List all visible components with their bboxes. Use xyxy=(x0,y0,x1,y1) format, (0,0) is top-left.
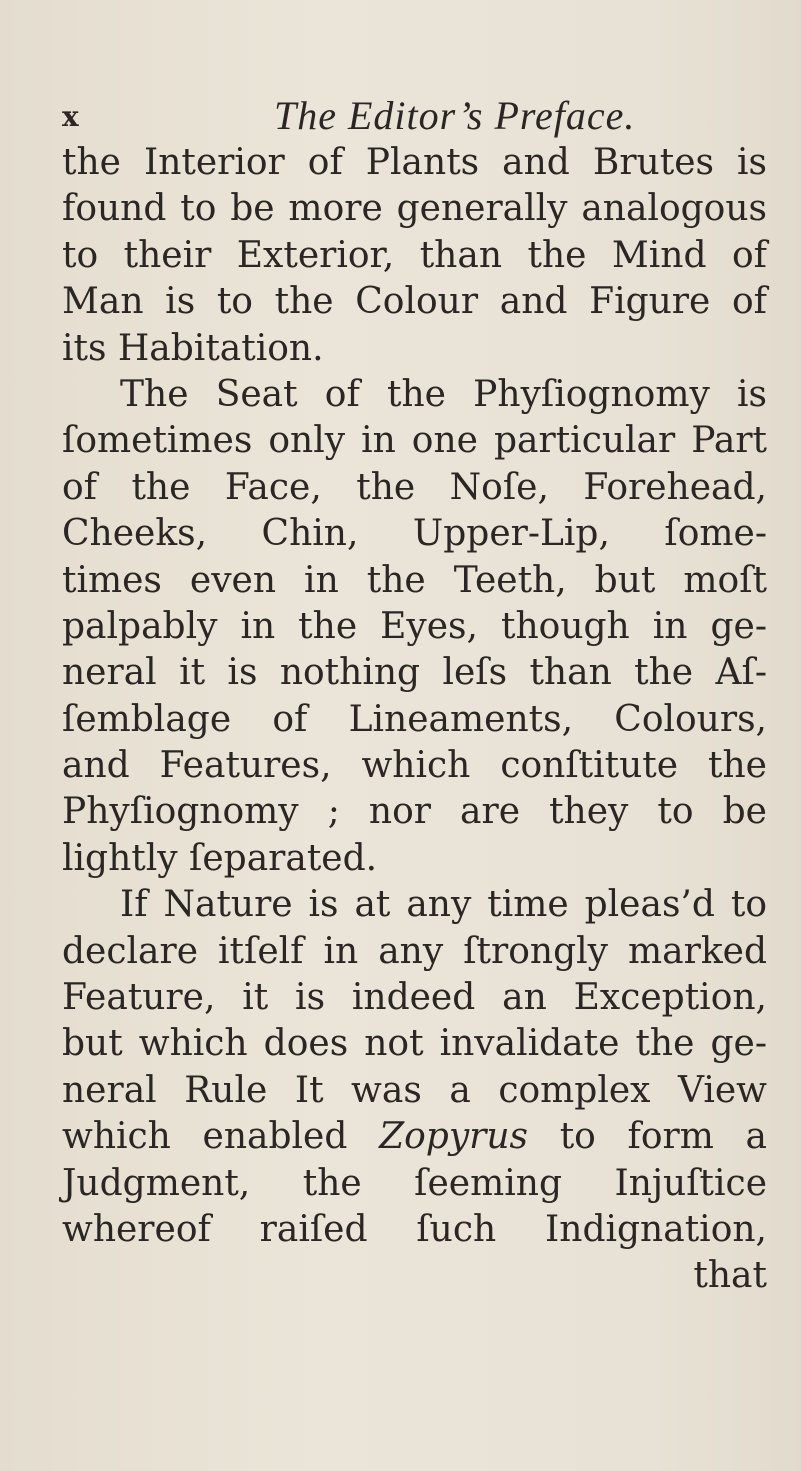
text-line: neral Rule It was a complex View xyxy=(62,1069,767,1111)
text-line: the Interior of Plants and Brutes is xyxy=(62,142,767,183)
text-line: lightly ſeparated. xyxy=(62,837,378,879)
text-line: If Nature is at any time pleas’d to xyxy=(120,884,767,926)
running-title: The Editor’s Preface. xyxy=(274,93,636,138)
text-line: its Habitation. xyxy=(62,327,324,369)
text-line: to their Exterior, than the Mind of xyxy=(62,234,767,276)
text-line xyxy=(62,1114,767,1160)
text-line: The Seat of the Phyſiognomy is xyxy=(120,373,767,415)
catchword: that xyxy=(693,1255,767,1297)
text-line: Judgment, the ſeeming Injuſtice xyxy=(62,1162,767,1204)
page-number: x xyxy=(62,100,79,133)
text-line: Phyſiognomy ; nor are they to be xyxy=(62,791,767,833)
text-line: found to be more generally analogous xyxy=(62,188,767,230)
text-word: which xyxy=(62,1116,171,1158)
text-line: Cheeks, Chin, Upper-Lip, ſome- xyxy=(62,513,767,555)
text-line: of the Face, the Noſe, Forehead, xyxy=(62,466,767,508)
text-line: times even in the Teeth, but moſt xyxy=(62,559,767,601)
text-line: ſemblage of Lineaments, Colours, xyxy=(62,698,767,740)
text-line: declare itſelf in any ſtrongly marked xyxy=(62,930,767,972)
text-word: enabled xyxy=(202,1116,348,1158)
text-line: palpably in the Eyes, though in ge- xyxy=(62,605,767,647)
body-text xyxy=(62,140,767,1300)
italic-name: Zopyrus xyxy=(379,1116,529,1158)
text-line: ſometimes only in one particular Part xyxy=(62,420,767,462)
text-word: to form a xyxy=(559,1116,767,1158)
page-header xyxy=(62,92,682,142)
text-line: Man is to the Colour and Figure of xyxy=(62,281,767,323)
text-line: and Features, which conſtitute the xyxy=(62,745,767,787)
text-line: Feature, it is indeed an Exception, xyxy=(62,977,767,1019)
text-line: but which does not invalidate the ge- xyxy=(62,1023,767,1065)
text-line: neral it is nothing leſs than the Aſ- xyxy=(62,652,767,694)
text-line: whereof raiſed ſuch Indignation, xyxy=(62,1208,767,1250)
